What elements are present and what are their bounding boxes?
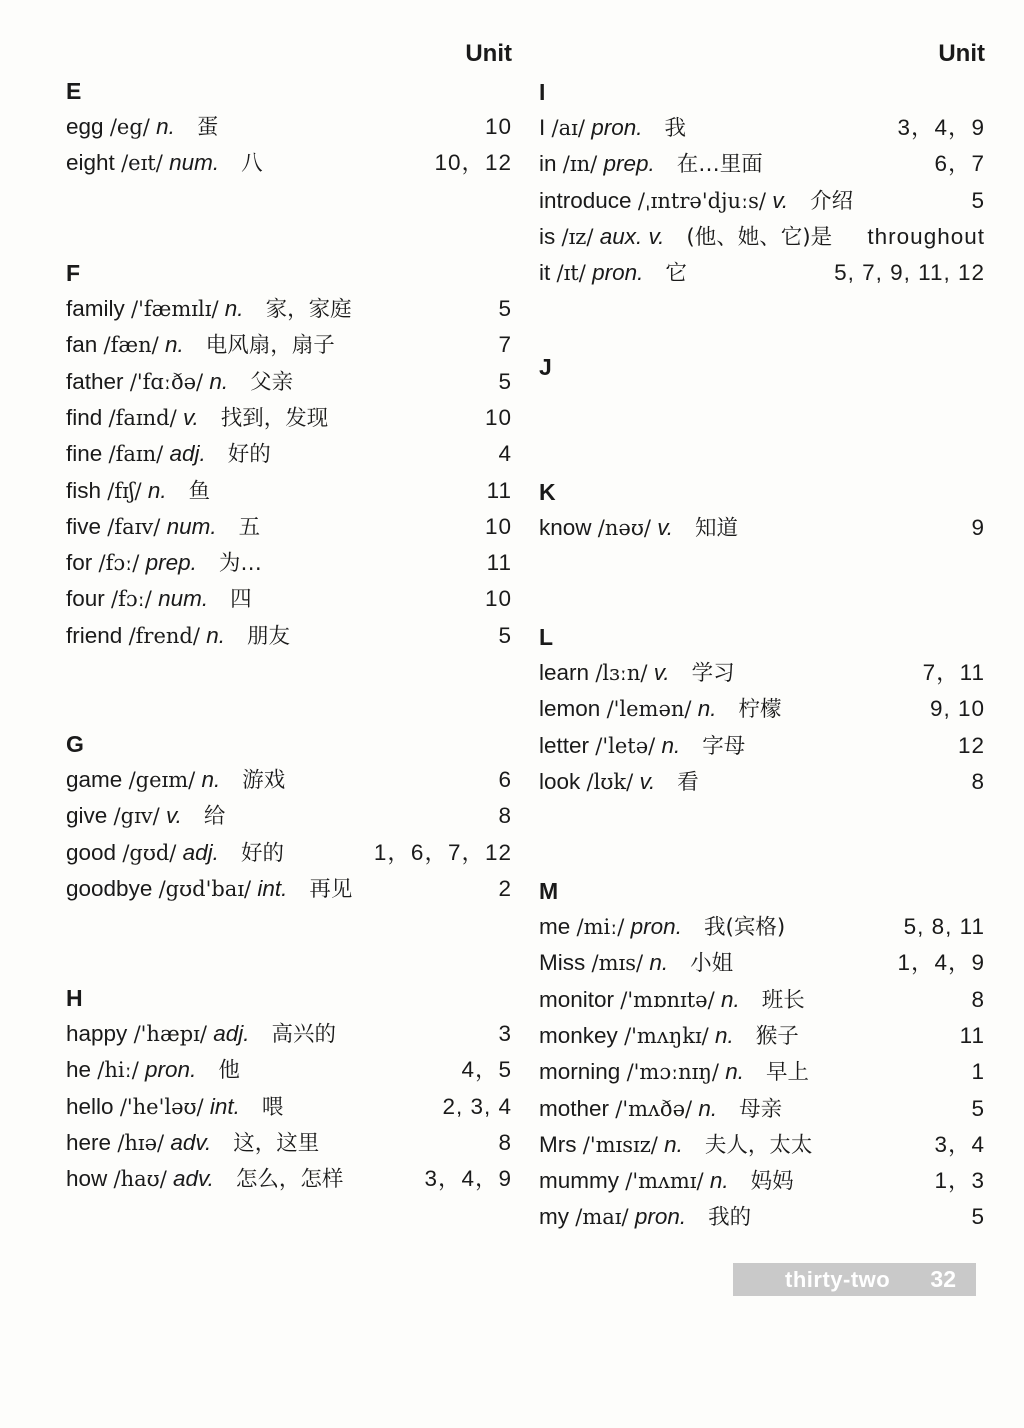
glossary-entry — [66, 873, 512, 905]
entry-part-of-speech: num. — [166, 513, 217, 539]
entry-part-of-speech: int. — [209, 1093, 240, 1119]
entry-part-of-speech: pron. — [634, 1204, 687, 1230]
entry-phonetic: /'he'ləʊ/ — [119, 1094, 204, 1119]
entry-phonetic: /eɪt/ — [121, 151, 163, 176]
glossary-entry — [539, 657, 985, 689]
entry-word: know — [539, 515, 592, 540]
entry-translation: 朋友 — [246, 623, 290, 649]
entry-part-of-speech: n. — [698, 1095, 718, 1121]
entry-phonetic: /'mɒnɪtə/ — [620, 987, 715, 1012]
entry-phonetic: /faɪnd/ — [108, 405, 177, 430]
entry-word: happy — [66, 1021, 128, 1046]
entry-phonetic: /nəʊ/ — [597, 516, 651, 540]
entry-word: goodbye — [66, 875, 153, 901]
entry-part-of-speech: adv. — [173, 1166, 214, 1192]
entry-units: 3，4，9 — [897, 115, 985, 140]
entry-word: it — [539, 260, 551, 286]
entry-word: letter — [539, 732, 590, 758]
entry-word: I — [539, 115, 546, 140]
entry-part-of-speech: aux. v. — [599, 223, 665, 249]
entry-part-of-speech: n. — [709, 1168, 729, 1194]
glossary-entry — [66, 402, 512, 434]
glossary-entry — [66, 764, 512, 796]
entry-word: egg — [66, 114, 104, 139]
entry-phonetic: /faɪn/ — [108, 442, 164, 467]
entry-phonetic: /fɔː/ — [98, 551, 140, 576]
entry-translation: 鱼 — [188, 478, 211, 504]
entry-phonetic: /gʊd'baɪ/ — [158, 876, 252, 901]
entry-phonetic: /'mʌðə/ — [615, 1096, 693, 1121]
entry-phonetic: /haʊ/ — [113, 1167, 167, 1192]
entry-units: 8 — [971, 986, 985, 1012]
glossary-entry — [66, 620, 512, 652]
entry-word: for — [66, 550, 93, 576]
entry-translation: 知道 — [695, 516, 739, 541]
entry-translation: 班长 — [761, 987, 805, 1013]
section-letter: I — [539, 79, 546, 105]
entry-phonetic: /hiː/ — [97, 1058, 139, 1083]
entry-phonetic: /'mʌŋkɪ/ — [624, 1023, 709, 1048]
entry-translation: 看 — [677, 769, 699, 795]
entry-translation: 电风扇，扇子 — [205, 333, 335, 359]
section-letter: L — [539, 624, 554, 650]
entry-units: 1 — [971, 1059, 985, 1085]
glossary-entry — [66, 837, 512, 869]
entry-part-of-speech: adj. — [169, 441, 206, 467]
entry-part-of-speech: pron. — [145, 1057, 197, 1083]
entry-part-of-speech: n. — [715, 1022, 734, 1048]
entry-word: Miss — [539, 950, 586, 976]
glossary-entry — [539, 1165, 985, 1197]
section-letter: E — [66, 78, 82, 104]
entry-units: 4 — [498, 441, 512, 467]
entry-part-of-speech: n. — [201, 767, 221, 792]
entry-phonetic: /'mɔːnɪŋ/ — [626, 1060, 720, 1085]
entry-phonetic: /eg/ — [109, 115, 150, 139]
entry-phonetic: /aɪ/ — [551, 116, 585, 140]
glossary-entry — [66, 366, 512, 398]
entry-units: 11 — [959, 1022, 985, 1048]
entry-part-of-speech: int. — [257, 875, 288, 901]
glossary-entry — [539, 1093, 985, 1125]
glossary-entry — [66, 111, 512, 143]
entry-part-of-speech: v. — [653, 660, 670, 685]
entry-part-of-speech: pron. — [591, 115, 643, 140]
page-footer — [733, 1263, 976, 1296]
entry-translation: 母亲 — [739, 1096, 783, 1122]
entry-word: here — [66, 1129, 112, 1155]
glossary-entry — [66, 1054, 512, 1086]
glossary-entry — [66, 547, 512, 579]
entry-word: game — [66, 767, 123, 792]
entry-word: my — [539, 1204, 569, 1230]
entry-word: morning — [539, 1059, 621, 1085]
entry-units: 10 — [484, 404, 512, 430]
entry-word: five — [66, 513, 102, 539]
entry-units: 11 — [486, 550, 512, 576]
entry-part-of-speech: num. — [158, 586, 209, 612]
entry-part-of-speech: num. — [169, 150, 220, 176]
section-letter: H — [66, 985, 83, 1011]
glossary-entry — [539, 730, 985, 762]
glossary-entry — [539, 947, 985, 979]
entry-part-of-speech: v. — [182, 404, 199, 430]
glossary-entry — [66, 511, 512, 543]
entry-translation: 好的 — [240, 840, 284, 866]
entry-part-of-speech: n. — [720, 986, 740, 1012]
entry-translation: 找到，发现 — [220, 405, 329, 431]
entry-phonetic: /'fɑːðə/ — [129, 369, 204, 394]
entry-units: 5 — [971, 187, 985, 213]
entry-units: 2 — [498, 875, 512, 901]
entry-word: family — [66, 296, 125, 321]
entry-word: friend — [66, 622, 123, 648]
glossary-entry — [539, 221, 985, 253]
entry-units: throughout — [867, 223, 985, 249]
entry-translation: 我 — [664, 116, 686, 141]
entry-units: 5 — [971, 1204, 985, 1230]
page-number-words: thirty-two — [785, 1267, 891, 1292]
glossary-entry — [539, 766, 985, 798]
glossary-entry — [66, 1091, 512, 1123]
entry-units: 5 — [971, 1095, 985, 1121]
entry-part-of-speech: v. — [772, 187, 789, 213]
entry-phonetic: /'mɪsɪz/ — [582, 1132, 658, 1157]
entry-units: 3 — [498, 1021, 512, 1046]
entry-translation: 五 — [238, 514, 261, 540]
entry-units: 11 — [486, 477, 512, 503]
entry-units: 5 — [498, 368, 512, 394]
entry-word: fan — [66, 332, 98, 358]
entry-part-of-speech: n. — [165, 332, 184, 358]
entry-word: look — [539, 768, 581, 794]
entry-translation: 字母 — [702, 733, 746, 759]
entry-phonetic: /fɪʃ/ — [107, 478, 142, 503]
entry-phonetic: /ɪz/ — [561, 224, 594, 249]
glossary-entry — [539, 148, 985, 180]
unit-header: Unit — [465, 40, 512, 67]
entry-part-of-speech: n. — [147, 477, 167, 503]
glossary-entry — [539, 1020, 985, 1052]
entry-translation: (他、她、它)是 — [686, 224, 833, 250]
entry-phonetic: /'mʌmɪ/ — [625, 1169, 704, 1194]
entry-units: 3，4，9 — [424, 1166, 512, 1192]
glossary-entry — [539, 257, 985, 289]
entry-translation: 他 — [218, 1058, 240, 1084]
section-letter: M — [539, 878, 559, 904]
page-number: 32 — [930, 1266, 956, 1292]
entry-phonetic: /lʊk/ — [586, 769, 634, 794]
entry-translation: 喂 — [261, 1094, 284, 1120]
entry-part-of-speech: adj. — [213, 1021, 250, 1046]
entry-part-of-speech: v. — [639, 768, 656, 794]
entry-phonetic: /ˌɪntrə'djuːs/ — [637, 188, 767, 213]
entry-translation: 柠檬 — [738, 697, 782, 723]
entry-word: how — [66, 1166, 108, 1192]
section-letter: F — [66, 260, 81, 286]
entry-part-of-speech: n. — [156, 114, 175, 139]
entry-part-of-speech: n. — [661, 732, 681, 758]
entry-phonetic: /lɜːn/ — [595, 661, 648, 685]
entry-translation: 学习 — [691, 661, 735, 686]
entry-part-of-speech: pron. — [630, 914, 682, 939]
entry-translation: 怎么，怎样 — [235, 1167, 344, 1193]
entry-phonetic: /gʊd/ — [122, 840, 177, 865]
glossary-entry — [539, 185, 985, 217]
entry-word: introduce — [539, 187, 632, 213]
entry-translation: 妈妈 — [750, 1169, 794, 1195]
entry-phonetic: /geɪm/ — [128, 768, 196, 792]
entry-word: find — [66, 404, 103, 430]
entry-units: 5 — [498, 622, 512, 648]
entry-part-of-speech: n. — [649, 950, 669, 976]
entry-part-of-speech: pron. — [592, 260, 644, 286]
entry-translation: 四 — [230, 587, 252, 613]
entry-units: 6，7 — [934, 151, 985, 177]
entry-units: 10 — [484, 513, 512, 539]
entry-units: 1，4，9 — [897, 950, 985, 976]
entry-units: 10，12 — [434, 150, 512, 176]
entry-translation: 夫人，太太 — [704, 1132, 813, 1158]
entry-translation: 游戏 — [242, 768, 286, 793]
entry-units: 5, 7, 9, 11, 12 — [834, 260, 985, 286]
glossary-entry — [539, 911, 985, 943]
glossary-entry — [66, 475, 512, 507]
entry-translation: 介绍 — [810, 188, 854, 214]
entry-translation: 我(宾格) — [703, 915, 786, 940]
entry-translation: 家，家庭 — [265, 297, 352, 322]
glossary-entry — [539, 1201, 985, 1233]
glossary-entry — [539, 1129, 985, 1161]
entry-units: 7 — [498, 332, 512, 358]
entry-phonetic: /'fæmɪlɪ/ — [131, 297, 219, 321]
entry-phonetic: /maɪ/ — [575, 1205, 629, 1230]
entry-part-of-speech: adv. — [170, 1129, 212, 1155]
entry-translation: 好的 — [227, 442, 271, 468]
entry-translation: 小姐 — [690, 951, 734, 977]
entry-word: mother — [539, 1095, 610, 1121]
entry-units: 5 — [498, 296, 512, 321]
entry-word: hello — [66, 1093, 114, 1119]
entry-phonetic: /faɪv/ — [107, 514, 161, 539]
entry-part-of-speech: v. — [166, 803, 182, 829]
entry-phonetic: /ɪt/ — [556, 261, 586, 286]
entry-translation: 在…里面 — [676, 152, 763, 178]
entry-units: 8 — [498, 803, 512, 829]
entry-translation: 父亲 — [250, 369, 294, 395]
entry-part-of-speech: prep. — [603, 151, 655, 177]
section-letter: J — [539, 354, 552, 380]
entry-part-of-speech: n. — [224, 296, 244, 321]
entry-part-of-speech: n. — [206, 622, 225, 648]
entry-translation: 八 — [241, 151, 263, 177]
entry-word: learn — [539, 660, 590, 685]
entry-units: 2, 3, 4 — [442, 1093, 512, 1119]
entry-phonetic: /'hæpɪ/ — [133, 1022, 207, 1046]
entry-part-of-speech: adj. — [182, 839, 219, 865]
unit-header: Unit — [938, 40, 985, 67]
entry-word: father — [66, 368, 124, 394]
entry-translation: 再见 — [309, 876, 353, 902]
entry-word: me — [539, 914, 571, 939]
entry-word: good — [66, 839, 117, 865]
entry-part-of-speech: n. — [725, 1059, 745, 1085]
glossary-entry — [66, 583, 512, 615]
entry-word: monkey — [539, 1022, 618, 1048]
entry-part-of-speech: n. — [664, 1131, 683, 1157]
entry-word: fine — [66, 441, 103, 467]
entry-phonetic: /fæn/ — [103, 333, 159, 358]
glossary-entry — [66, 1163, 512, 1195]
glossary-entry — [539, 693, 985, 725]
glossary-entry — [539, 984, 985, 1016]
section-letter: G — [66, 731, 84, 757]
entry-word: is — [539, 223, 556, 249]
entry-part-of-speech: n. — [697, 696, 717, 722]
glossary-entry — [539, 512, 985, 544]
entry-translation: 早上 — [766, 1060, 810, 1086]
entry-word: in — [539, 151, 557, 177]
entry-part-of-speech: v. — [657, 515, 674, 540]
glossary-entry — [66, 329, 512, 361]
entry-translation: 猴子 — [755, 1023, 799, 1049]
glossary-entry — [539, 1056, 985, 1088]
entry-units: 10 — [484, 586, 512, 612]
entry-phonetic: /ɪn/ — [562, 152, 598, 177]
entry-units: 10 — [484, 114, 512, 139]
entry-word: four — [66, 586, 105, 612]
entry-word: he — [66, 1057, 92, 1083]
entry-word: fish — [66, 477, 102, 503]
entry-units: 7，11 — [922, 660, 985, 685]
entry-phonetic: /gɪv/ — [113, 804, 160, 829]
entry-word: Mrs — [539, 1131, 577, 1157]
entry-word: eight — [66, 150, 115, 176]
entry-units: 8 — [498, 1129, 512, 1155]
glossary-entry — [66, 800, 512, 832]
entry-word: lemon — [539, 696, 601, 722]
section-letter: K — [539, 479, 556, 505]
entry-phonetic: /fɔː/ — [111, 587, 152, 612]
entry-word: mummy — [539, 1168, 619, 1194]
entry-phonetic: /'lemən/ — [606, 697, 692, 722]
entry-units: 1，6，7，12 — [373, 839, 512, 865]
entry-units: 4，5 — [461, 1057, 512, 1083]
entry-phonetic: /'letə/ — [595, 733, 656, 758]
glossary-entry — [66, 438, 512, 470]
entry-translation: 它 — [665, 261, 687, 287]
entry-units: 8 — [971, 768, 985, 794]
entry-units: 12 — [957, 732, 985, 758]
glossary-entry — [66, 1018, 512, 1050]
entry-units: 1，3 — [934, 1168, 985, 1194]
entry-word: monitor — [539, 986, 615, 1012]
entry-phonetic: /mɪs/ — [591, 951, 644, 976]
entry-units: 3，4 — [934, 1131, 985, 1157]
entry-part-of-speech: n. — [209, 368, 229, 394]
entry-word: give — [66, 803, 108, 829]
entry-translation: 高兴的 — [271, 1022, 336, 1047]
glossary-entry — [539, 112, 985, 144]
glossary-entry — [66, 293, 512, 325]
entry-units: 5, 8, 11 — [903, 914, 985, 939]
entry-translation: 给 — [203, 804, 226, 830]
entry-units: 6 — [498, 767, 512, 792]
entry-phonetic: /miː/ — [576, 915, 625, 939]
entry-translation: 我的 — [708, 1205, 752, 1231]
glossary-entry — [66, 1127, 512, 1159]
entry-units: 9, 10 — [929, 696, 985, 722]
entry-phonetic: /hɪə/ — [117, 1130, 165, 1155]
entry-translation: 这，这里 — [233, 1130, 320, 1156]
entry-units: 9 — [971, 515, 985, 540]
entry-part-of-speech: prep. — [145, 550, 197, 576]
entry-phonetic: /frend/ — [128, 623, 200, 648]
entry-translation: 蛋 — [196, 115, 219, 140]
entry-translation: 为… — [218, 551, 262, 577]
glossary-entry — [66, 147, 512, 179]
